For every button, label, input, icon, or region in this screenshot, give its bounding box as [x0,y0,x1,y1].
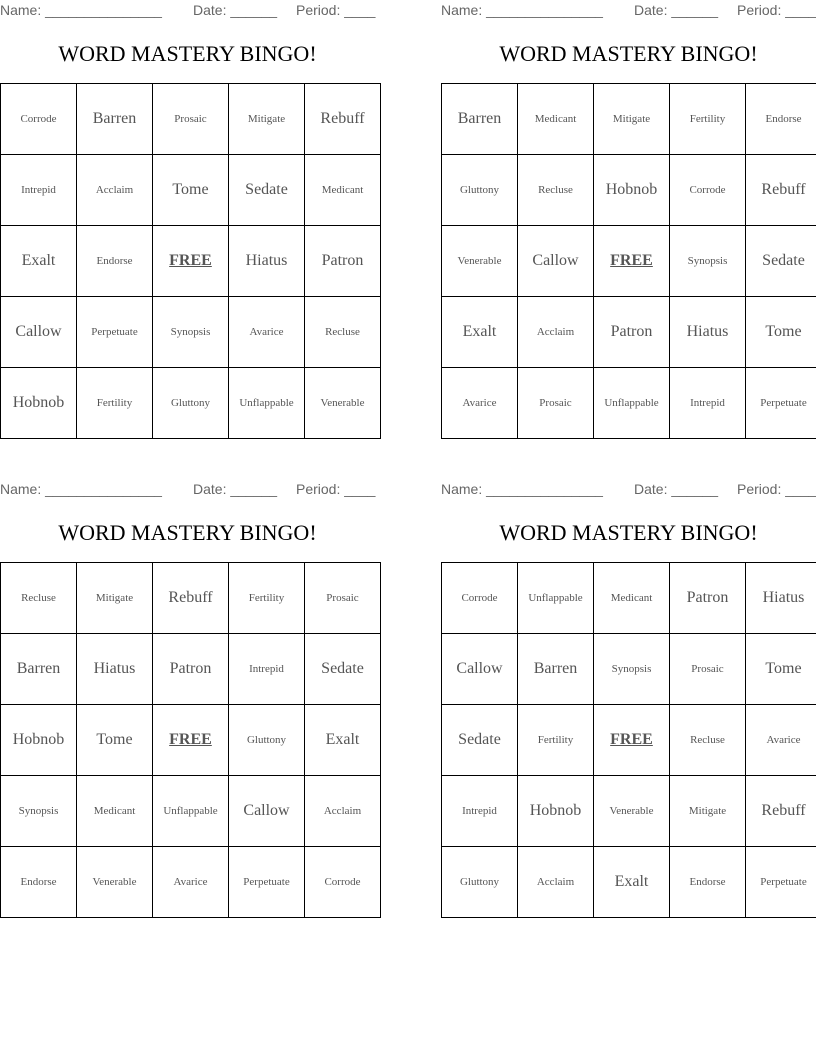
bingo-row [442,368,816,439]
bingo-cell: Avarice [442,368,518,439]
bingo-cell: Medicant [77,776,153,847]
bingo-cell: Acclaim [518,847,594,918]
bingo-cell: Avarice [153,847,229,918]
bingo-cell: Callow [1,297,77,368]
bingo-cell: Barren [518,634,594,705]
period-field: Period: ____ [296,481,376,497]
bingo-cell: Rebuff [153,563,229,634]
bingo-cell: Fertility [670,84,746,155]
student-info-line [441,2,816,20]
bingo-cell: Acclaim [518,297,594,368]
bingo-grid [0,562,381,918]
name-field: Name: _______________ [441,2,603,18]
bingo-cell: Hiatus [746,563,816,634]
bingo-cell: Medicant [518,84,594,155]
bingo-row [442,563,816,634]
bingo-cell: Intrepid [442,776,518,847]
bingo-row [442,155,816,226]
bingo-cell: Patron [670,563,746,634]
bingo-cell: Patron [153,634,229,705]
bingo-grid [441,83,816,439]
date-field: Date: ______ [193,481,278,497]
student-info-line [0,481,380,499]
bingo-cell: Synopsis [594,634,670,705]
bingo-cell: Recluse [670,705,746,776]
bingo-cell: Unflappable [229,368,305,439]
bingo-cell: Barren [442,84,518,155]
bingo-cell: Acclaim [305,776,381,847]
bingo-cell: Gluttony [229,705,305,776]
bingo-cell: Unflappable [518,563,594,634]
bingo-cell: Sedate [442,705,518,776]
bingo-row [442,84,816,155]
student-info-line [441,481,816,499]
bingo-cell: Tome [746,297,816,368]
bingo-cell: Callow [442,634,518,705]
bingo-cell: Venerable [77,847,153,918]
bingo-cell: Rebuff [746,776,816,847]
date-field: Date: ______ [634,2,719,18]
bingo-cell: Fertility [518,705,594,776]
bingo-cell: Hobnob [594,155,670,226]
bingo-cell: Hobnob [518,776,594,847]
bingo-row [1,705,381,776]
bingo-row [442,705,816,776]
bingo-card-3 [0,479,375,913]
bingo-cell: Patron [594,297,670,368]
bingo-cell: Exalt [1,226,77,297]
bingo-cell: Acclaim [77,155,153,226]
bingo-card-4 [441,479,816,913]
bingo-cell: Synopsis [670,226,746,297]
bingo-cell: Prosaic [518,368,594,439]
bingo-cell: Exalt [594,847,670,918]
bingo-cell: Callow [229,776,305,847]
bingo-row [1,155,381,226]
bingo-cell: Hiatus [229,226,305,297]
bingo-cell: Prosaic [305,563,381,634]
bingo-cell: Perpetuate [77,297,153,368]
bingo-cell: Rebuff [305,84,381,155]
bingo-cell: Perpetuate [229,847,305,918]
bingo-cell: Tome [77,705,153,776]
bingo-cell: Endorse [1,847,77,918]
bingo-cell: Barren [77,84,153,155]
bingo-cell: Tome [746,634,816,705]
free-space: FREE [153,226,229,297]
bingo-row [1,634,381,705]
bingo-cell: Hobnob [1,705,77,776]
bingo-cell: Sedate [746,226,816,297]
bingo-cell: Synopsis [1,776,77,847]
bingo-cell: Venerable [305,368,381,439]
bingo-cell: Intrepid [1,155,77,226]
bingo-cell: Gluttony [442,155,518,226]
bingo-cell: Intrepid [670,368,746,439]
bingo-cell: Venerable [594,776,670,847]
bingo-row [442,776,816,847]
bingo-cell: Endorse [77,226,153,297]
bingo-title: WORD MASTERY BINGO! [499,41,758,66]
bingo-row [1,847,381,918]
bingo-cell: Avarice [746,705,816,776]
bingo-cell: Venerable [442,226,518,297]
free-space: FREE [153,705,229,776]
bingo-cell: Intrepid [229,634,305,705]
period-field: Period: ____ [737,2,816,18]
period-field: Period: ____ [737,481,816,497]
bingo-row [1,297,381,368]
bingo-cell: Mitigate [594,84,670,155]
bingo-cell: Synopsis [153,297,229,368]
bingo-cell: Hiatus [77,634,153,705]
bingo-row [1,84,381,155]
bingo-title: WORD MASTERY BINGO! [58,520,317,545]
bingo-cell: Endorse [746,84,816,155]
bingo-cell: Corrode [442,563,518,634]
bingo-cell: Exalt [442,297,518,368]
bingo-card-2 [441,0,816,434]
bingo-cell: Hobnob [1,368,77,439]
bingo-cell: Medicant [305,155,381,226]
bingo-row [1,226,381,297]
bingo-cell: Medicant [594,563,670,634]
bingo-cell: Recluse [305,297,381,368]
bingo-cell: Corrode [305,847,381,918]
bingo-row [1,368,381,439]
bingo-grid [441,562,816,918]
bingo-title: WORD MASTERY BINGO! [58,41,317,66]
bingo-cell: Recluse [518,155,594,226]
bingo-cell: Avarice [229,297,305,368]
bingo-cell: Unflappable [153,776,229,847]
bingo-cell: Perpetuate [746,847,816,918]
bingo-cell: Exalt [305,705,381,776]
bingo-cell: Barren [1,634,77,705]
bingo-cell: Gluttony [153,368,229,439]
name-field: Name: _______________ [0,481,162,497]
bingo-cell: Mitigate [229,84,305,155]
bingo-row [442,297,816,368]
name-field: Name: _______________ [441,481,603,497]
bingo-cell: Perpetuate [746,368,816,439]
bingo-cell: Corrode [1,84,77,155]
free-space: FREE [594,226,670,297]
bingo-cell: Gluttony [442,847,518,918]
student-info-line [0,2,380,20]
bingo-title: WORD MASTERY BINGO! [499,520,758,545]
bingo-card-1 [0,0,375,434]
bingo-grid [0,83,381,439]
bingo-cell: Rebuff [746,155,816,226]
bingo-cell: Mitigate [77,563,153,634]
bingo-cell: Sedate [229,155,305,226]
bingo-cell: Endorse [670,847,746,918]
bingo-cell: Prosaic [670,634,746,705]
bingo-cell: Corrode [670,155,746,226]
bingo-cell: Unflappable [594,368,670,439]
bingo-cell: Fertility [229,563,305,634]
bingo-row [442,847,816,918]
bingo-cell: Recluse [1,563,77,634]
bingo-cell: Sedate [305,634,381,705]
date-field: Date: ______ [634,481,719,497]
bingo-row [442,634,816,705]
bingo-row [1,776,381,847]
bingo-cell: Patron [305,226,381,297]
period-field: Period: ____ [296,2,376,18]
free-space: FREE [594,705,670,776]
bingo-cell: Callow [518,226,594,297]
bingo-row [442,226,816,297]
date-field: Date: ______ [193,2,278,18]
bingo-row [1,563,381,634]
bingo-cell: Fertility [77,368,153,439]
name-field: Name: _______________ [0,2,162,18]
bingo-cell: Prosaic [153,84,229,155]
bingo-cell: Hiatus [670,297,746,368]
bingo-cell: Tome [153,155,229,226]
bingo-cell: Mitigate [670,776,746,847]
